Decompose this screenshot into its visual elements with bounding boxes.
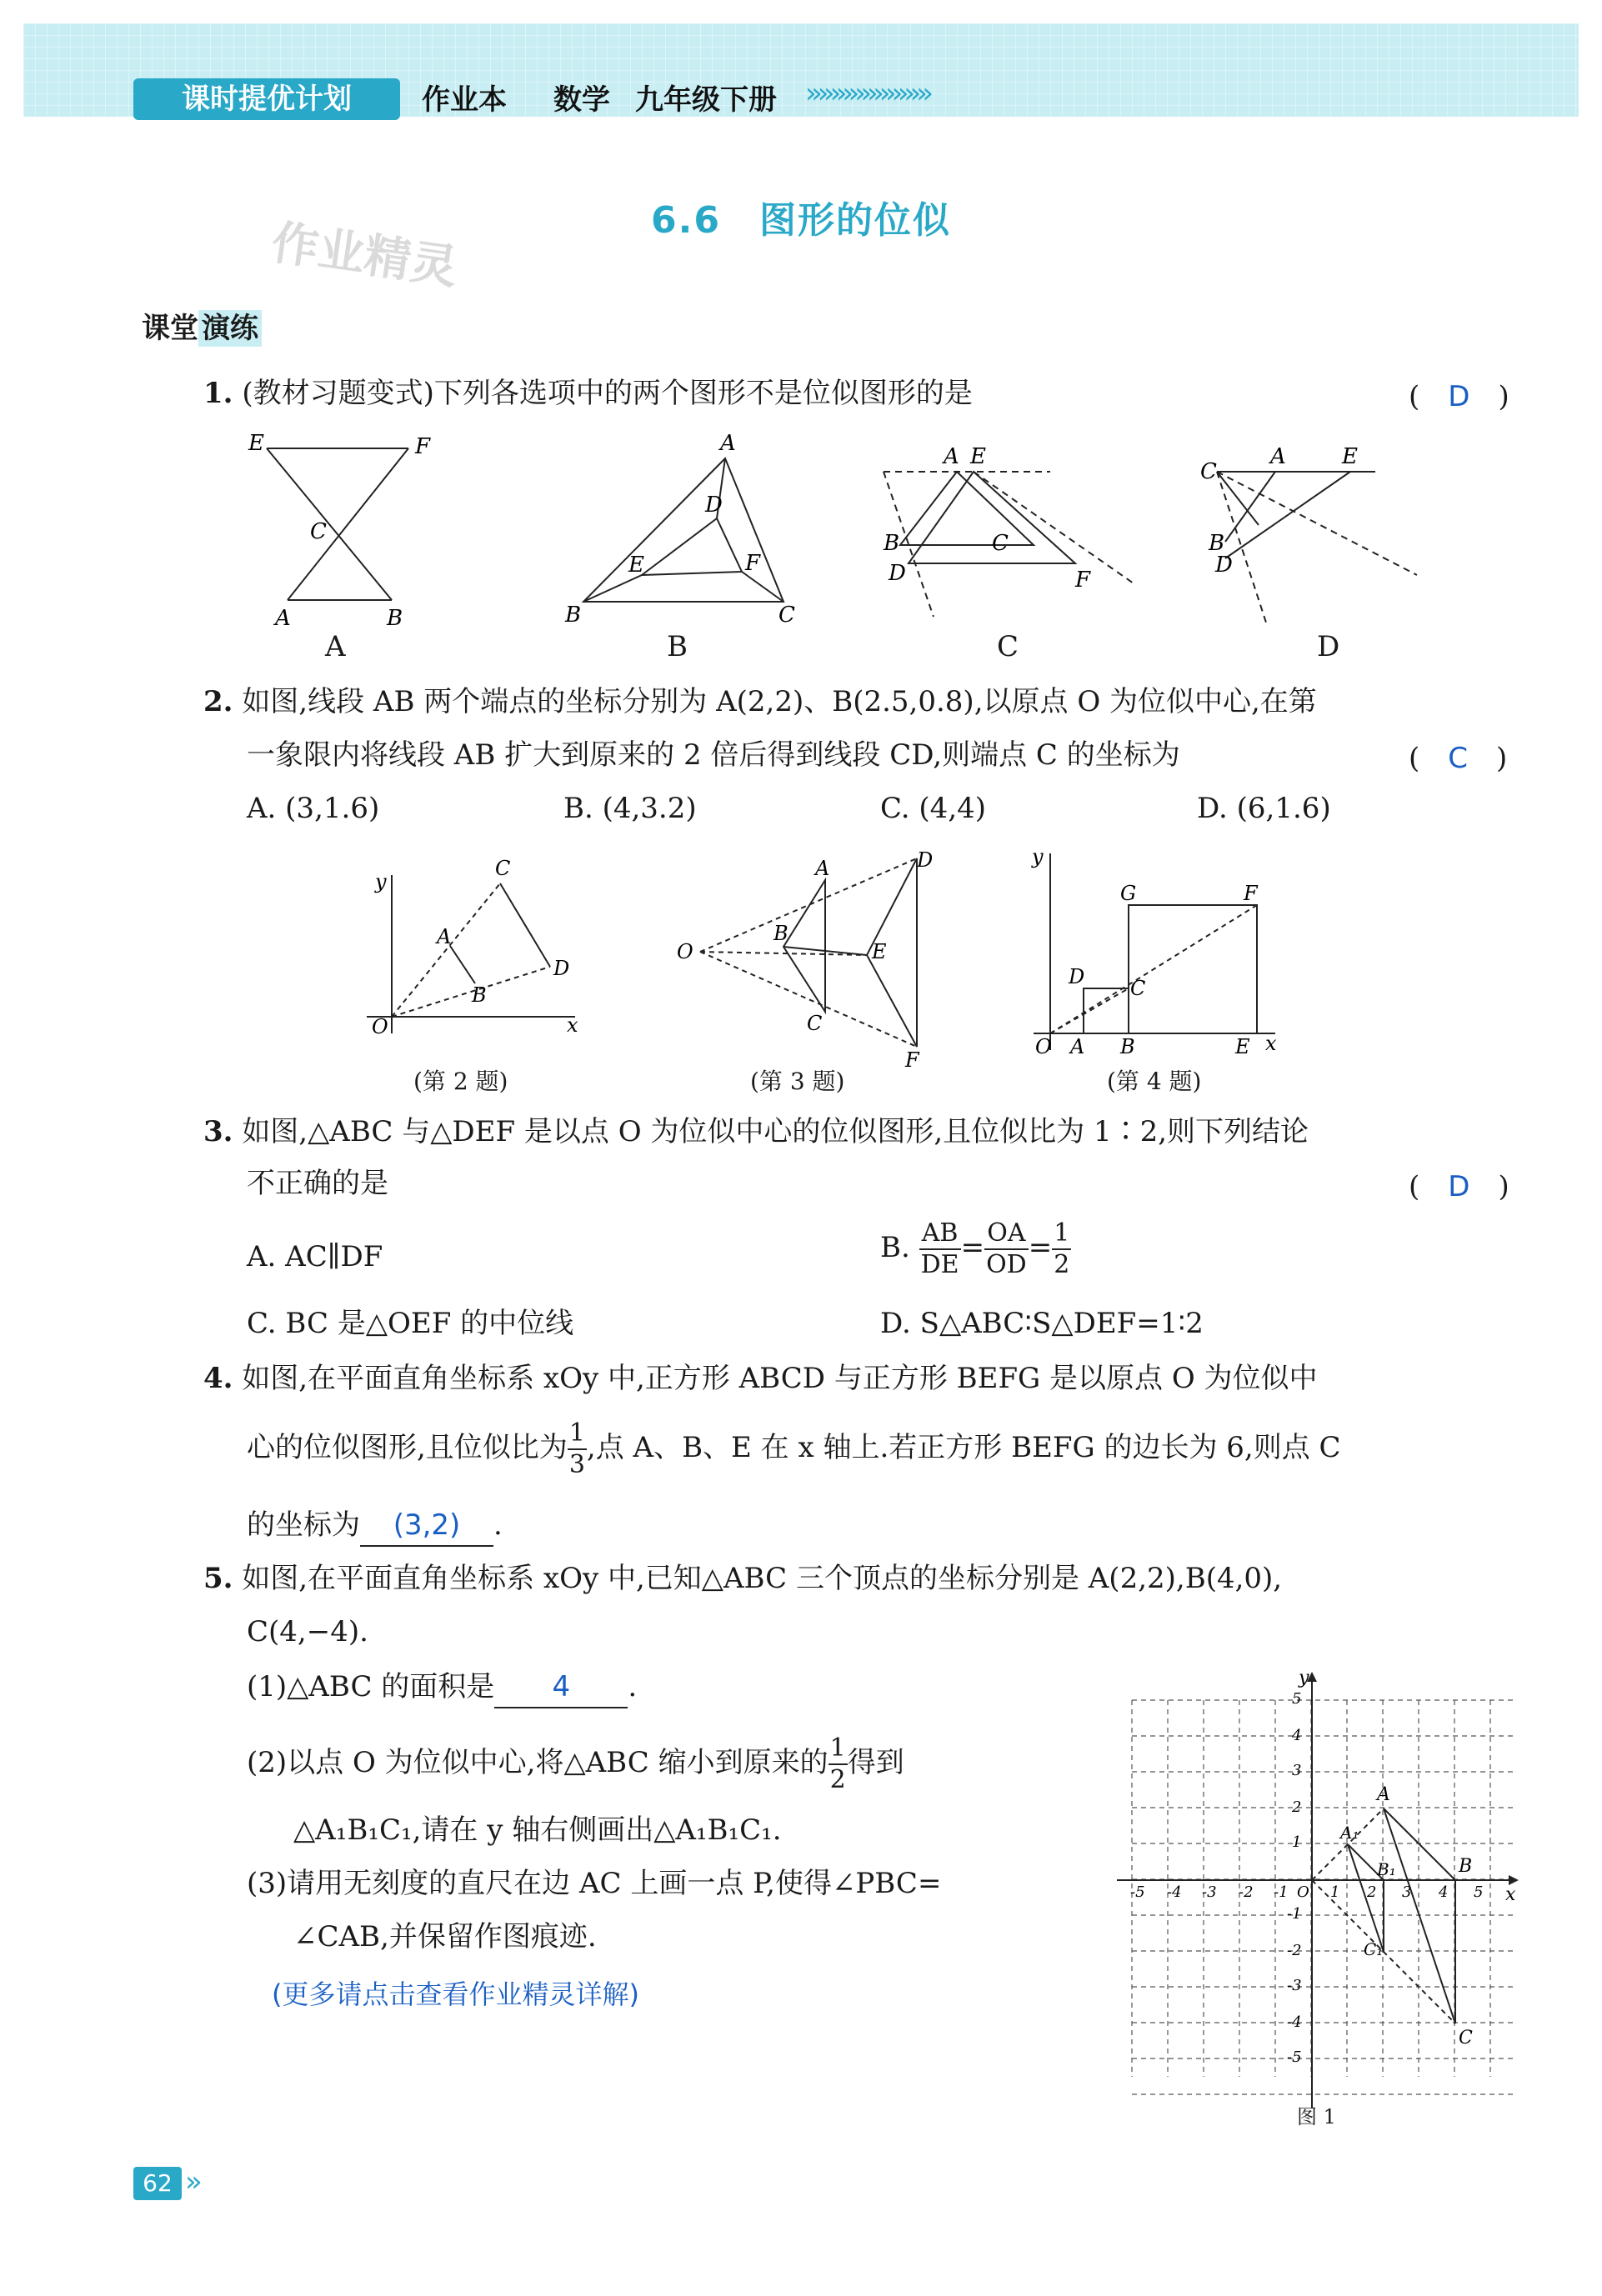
- svg-text:D: D: [553, 957, 570, 980]
- q1-option-a: A: [325, 630, 346, 663]
- section-highlight: 演练: [198, 310, 262, 347]
- fig2-diagram: [367, 875, 575, 1033]
- svg-text:E: E: [248, 431, 264, 456]
- fig5-caption: 图 1: [1297, 2105, 1336, 2128]
- frac-num: OA: [984, 1218, 1029, 1250]
- svg-text:B: B: [1459, 1856, 1473, 1877]
- svg-text:B: B: [884, 531, 900, 556]
- svg-text:x: x: [1505, 1884, 1516, 1905]
- q5-fraction: [829, 1733, 848, 1795]
- svg-text:F: F: [745, 551, 761, 576]
- q3-line2: 不正确的是: [247, 1167, 388, 1200]
- q5-part1: [247, 1667, 637, 1708]
- header-subject: 数学: [553, 83, 610, 117]
- frac-num: 1: [829, 1733, 848, 1765]
- section-prefix: 课堂: [142, 312, 198, 345]
- q3-option-b: B. $\frac{AB}{DE}$ = $\frac{OA}{OD}$ = $\frac{1}{2}$: [880, 1218, 1070, 1279]
- q3-number: 3.: [203, 1115, 233, 1148]
- frac-num: 1: [568, 1418, 587, 1450]
- q5-line2: C(4,−4).: [247, 1615, 368, 1648]
- svg-text:-4: -4: [1167, 1883, 1182, 1901]
- q3-answer-paren: ( D ): [1409, 1170, 1509, 1203]
- brand-badge: 课时提优计划: [133, 78, 400, 120]
- q4-line3: [247, 1505, 503, 1547]
- svg-text:-1: -1: [1274, 1883, 1289, 1901]
- q2-line2: 一象限内将线段 AB 扩大到原来的 2 倍后得到线段 CD,则端点 C 的坐标为: [247, 738, 1180, 772]
- q1-figures: [233, 425, 1500, 642]
- q2-option-d: D. (6,1.6): [1197, 792, 1331, 825]
- page-arrow-icon: »: [185, 2165, 203, 2198]
- q3-option-b-label: B.: [880, 1231, 910, 1264]
- section-heading: [142, 305, 262, 346]
- svg-text:1: 1: [1330, 1883, 1340, 1901]
- q3-option-a: A. AC∥DF: [247, 1240, 383, 1273]
- svg-text:B: B: [1120, 1035, 1135, 1058]
- q5-part3b: ∠CAB,并保留作图痕迹.: [293, 1920, 597, 1953]
- frac-den: 2: [1054, 1250, 1070, 1279]
- svg-text:4: 4: [1439, 1883, 1449, 1901]
- fig4-caption: (第 4 题): [1107, 1068, 1202, 1095]
- q4-line1: 如图,在平面直角坐标系 xOy 中,正方形 ABCD 与正方形 BEFG 是以原点 O 为位似中: [242, 1362, 1318, 1395]
- svg-text:F: F: [415, 434, 431, 459]
- svg-text:O: O: [1035, 1035, 1052, 1058]
- q1-figure-b: [583, 458, 783, 602]
- q1-answer-paren: ( D ): [1409, 380, 1509, 413]
- triangles: [1312, 1808, 1455, 2023]
- more-details-link[interactable]: (更多请点击查看作业精灵详解): [272, 1978, 639, 2010]
- q5-part2: [247, 1733, 904, 1795]
- q5-part1-text: (1)△ABC 的面积是: [247, 1670, 495, 1703]
- frac-den: 2: [829, 1765, 846, 1794]
- svg-text:O: O: [372, 1015, 388, 1038]
- q1-number: 1.: [203, 377, 233, 410]
- svg-text:F: F: [1244, 882, 1258, 905]
- svg-text:B: B: [773, 922, 788, 945]
- q5-part1-end: .: [628, 1670, 638, 1703]
- svg-text:A: A: [1377, 1784, 1390, 1805]
- q1-option-c: C: [997, 630, 1019, 663]
- q5-grid-figure: [1109, 1667, 1525, 2133]
- page-number: 62: [133, 2167, 182, 2200]
- q2-line1: 如图,线段 AB 两个端点的坐标分别为 A(2,2)、B(2.5,0.8),以原点 O 为位似中心,在第: [242, 685, 1317, 718]
- svg-text:E: E: [1235, 1035, 1250, 1058]
- tick-labels: [1130, 1690, 1483, 2066]
- frac-den: DE: [920, 1250, 959, 1279]
- q3-fraction-ab-de: [919, 1218, 961, 1280]
- svg-text:A: A: [815, 857, 830, 880]
- svg-text:C: C: [778, 603, 795, 628]
- svg-text:5: 5: [1292, 1690, 1302, 1708]
- q3-option-c: C. BC 是△OEF 的中位线: [247, 1307, 574, 1340]
- q2-stem: [203, 682, 1520, 722]
- svg-text:E: E: [872, 940, 887, 963]
- svg-text:x: x: [567, 1013, 578, 1037]
- watermark: 作业精灵: [268, 215, 461, 296]
- q4-line2a: 心的位似图形,且位似比为: [247, 1431, 568, 1464]
- q1-figure-d: [1217, 472, 1417, 625]
- svg-text:A₁: A₁: [1340, 1823, 1359, 1843]
- svg-text:-2: -2: [1287, 1942, 1302, 1959]
- svg-text:E: E: [628, 553, 644, 578]
- svg-text:B: B: [387, 606, 403, 631]
- q5-part1-answer: 4: [494, 1667, 628, 1708]
- svg-text:A: A: [720, 431, 736, 456]
- q3-answer: D: [1448, 1170, 1470, 1203]
- frac-num: 1: [1052, 1218, 1071, 1250]
- svg-text:y: y: [1299, 1668, 1309, 1688]
- svg-text:O: O: [1297, 1883, 1309, 1901]
- svg-text:C: C: [1459, 2028, 1473, 2048]
- q3-option-d: D. S△ABC∶S△DEF=1∶2: [880, 1307, 1204, 1340]
- svg-text:4: 4: [1292, 1727, 1302, 1744]
- svg-text:E: E: [970, 444, 986, 469]
- q2-option-a: A. (3,1.6): [247, 792, 380, 825]
- svg-text:B: B: [1209, 531, 1225, 556]
- svg-text:C: C: [1130, 977, 1146, 1000]
- svg-text:C: C: [1200, 459, 1217, 484]
- page-title: 6.6 图形的位似: [651, 199, 951, 242]
- svg-text:-3: -3: [1202, 1883, 1217, 1901]
- q5-line1: 如图,在平面直角坐标系 xOy 中,已知△ABC 三个顶点的坐标分别是 A(2,2),B(4,0),: [242, 1562, 1283, 1595]
- svg-text:3: 3: [1402, 1883, 1412, 1901]
- q3-line1: 如图,△ABC 与△DEF 是以点 O 为位似中心的位似图形,且位似比为 1∶2,则下列结论: [242, 1115, 1309, 1148]
- q2-option-b: B. (4,3.2): [563, 792, 697, 825]
- q1-answer: D: [1448, 380, 1470, 413]
- svg-text:C₁: C₁: [1364, 1939, 1384, 1959]
- svg-text:B₁: B₁: [1377, 1859, 1396, 1879]
- svg-text:x: x: [1265, 1032, 1277, 1055]
- frac-num: AB: [919, 1218, 961, 1250]
- svg-text:B: B: [565, 603, 582, 628]
- q1-text: (教材习题变式)下列各选项中的两个图形不是位似图形的是: [242, 377, 973, 410]
- q4-fraction: [568, 1418, 587, 1480]
- svg-text:-5: -5: [1287, 2048, 1302, 2066]
- svg-text:2: 2: [1367, 1883, 1377, 1901]
- svg-text:F: F: [905, 1048, 919, 1072]
- fig3-caption: (第 3 题): [750, 1068, 845, 1095]
- q5-part2c: △A₁B₁C₁,请在 y 轴右侧画出△A₁B₁C₁.: [293, 1813, 782, 1847]
- q3-stem: [203, 1112, 1520, 1152]
- q5-part3a: (3)请用无刻度的直尺在边 AC 上画一点 P,使得∠PBC=: [247, 1867, 942, 1900]
- q3-fraction-half: [1052, 1218, 1071, 1280]
- svg-text:A: A: [944, 444, 959, 469]
- svg-text:D: D: [1215, 553, 1233, 578]
- fig2-caption: (第 2 题): [413, 1068, 508, 1095]
- q2-answer-paren: ( C ): [1409, 742, 1508, 775]
- svg-text:-2: -2: [1239, 1883, 1254, 1901]
- q1-figure-a: [267, 448, 408, 600]
- q4-answer: (3,2): [360, 1505, 493, 1547]
- svg-text:A: A: [1270, 444, 1286, 469]
- svg-text:y: y: [375, 870, 387, 893]
- q3-fraction-oa-od: [984, 1218, 1029, 1280]
- q5-stem: [203, 1558, 1537, 1598]
- q1-figure-c: [884, 472, 1134, 617]
- svg-text:D: D: [1069, 965, 1085, 988]
- svg-text:F: F: [1075, 568, 1091, 593]
- frac-den: 3: [568, 1450, 585, 1479]
- svg-text:E: E: [1342, 444, 1358, 469]
- q2-option-c: C. (4,4): [880, 792, 987, 825]
- svg-text:y: y: [1032, 845, 1044, 868]
- svg-text:D: D: [889, 561, 906, 586]
- q4-end: .: [493, 1508, 503, 1542]
- svg-text:5: 5: [1474, 1883, 1484, 1901]
- svg-text:O: O: [677, 940, 693, 963]
- svg-text:-5: -5: [1130, 1883, 1145, 1901]
- q5-part2b: 得到: [847, 1746, 904, 1779]
- svg-text:-4: -4: [1287, 2013, 1302, 2031]
- header-grade: 九年级下册: [635, 83, 777, 117]
- svg-text:B: B: [472, 983, 487, 1007]
- q2-answer: C: [1448, 742, 1469, 775]
- q1-option-b: B: [667, 630, 688, 663]
- header-chevrons: »»»»»»»»»»: [805, 77, 929, 110]
- header-book: 作业本: [422, 83, 507, 117]
- svg-text:C: C: [807, 1012, 823, 1035]
- svg-text:G: G: [1120, 882, 1137, 905]
- q5-number: 5.: [203, 1562, 233, 1595]
- svg-text:1: 1: [1292, 1833, 1302, 1851]
- svg-text:D: D: [917, 848, 934, 872]
- svg-text:A: A: [437, 925, 452, 948]
- fig4-diagram: [1034, 853, 1275, 1050]
- svg-text:C: C: [495, 857, 511, 880]
- svg-text:D: D: [705, 493, 723, 518]
- q4-line2: [247, 1418, 1530, 1480]
- q2-number: 2.: [203, 685, 233, 718]
- q4-number: 4.: [203, 1362, 233, 1395]
- q1-option-d: D: [1317, 630, 1340, 663]
- q1-stem: [203, 373, 1504, 413]
- svg-text:2: 2: [1292, 1798, 1302, 1816]
- svg-text:A: A: [1070, 1035, 1085, 1058]
- q5-part2a: (2)以点 O 为位似中心,将△ABC 缩小到原来的: [247, 1746, 829, 1779]
- figures-row: [333, 842, 1334, 1075]
- q4-line3-text: 的坐标为: [247, 1508, 360, 1542]
- svg-text:C: C: [310, 519, 327, 544]
- svg-text:3: 3: [1292, 1762, 1302, 1779]
- q4-line2b: ,点 A、B、E 在 x 轴上.若正方形 BEFG 的边长为 6,则点 C: [586, 1431, 1341, 1464]
- svg-text:C: C: [992, 531, 1009, 556]
- svg-text:A: A: [275, 606, 291, 631]
- svg-text:-1: -1: [1287, 1905, 1302, 1923]
- svg-text:-3: -3: [1287, 1977, 1302, 1994]
- q4-stem: [203, 1358, 1520, 1398]
- frac-den: OD: [986, 1250, 1027, 1279]
